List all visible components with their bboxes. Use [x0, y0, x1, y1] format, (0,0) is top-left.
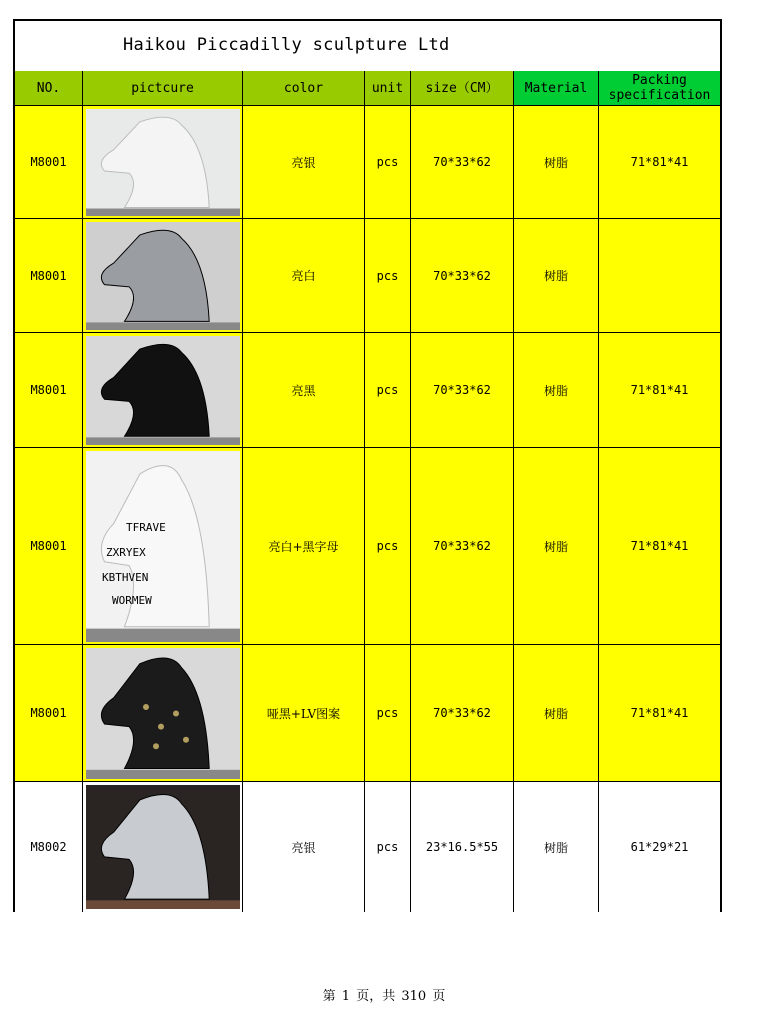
- page-label-b: 页，共: [356, 989, 396, 1004]
- row-5-picture-cell: [83, 645, 243, 782]
- row-2-packing: [599, 219, 720, 333]
- page-footer: [0, 985, 768, 1004]
- row-5-color: 哑黑+LV图案: [243, 645, 365, 782]
- row-6-packing: 61*29*21: [599, 782, 720, 912]
- svg-text:WORMEW: WORMEW: [111, 593, 152, 607]
- page-total: 310: [401, 989, 427, 1004]
- header-color: color: [243, 71, 365, 106]
- header-material: Material: [514, 71, 599, 106]
- row-4-size: 70*33*62: [411, 448, 514, 645]
- lv-pattern-horse-head-image: [86, 648, 240, 779]
- row-5-no: M8001: [15, 645, 83, 782]
- row-1-unit: pcs: [365, 106, 411, 219]
- row-2-material: 树脂: [514, 219, 599, 333]
- row-6-color: 亮银: [243, 782, 365, 912]
- row-4-picture-cell: [83, 448, 243, 645]
- header-no: NO.: [15, 71, 83, 106]
- page-label-c: 页: [432, 989, 446, 1004]
- page-current: 1: [341, 989, 351, 1004]
- row-2-size: 70*33*62: [411, 219, 514, 333]
- row-1-no: M8001: [15, 106, 83, 219]
- row-1-packing: 71*81*41: [599, 106, 720, 219]
- row-3-material: 树脂: [514, 333, 599, 448]
- row-1-picture-cell: [83, 106, 243, 219]
- row-2-color: 亮白: [243, 219, 365, 333]
- black-glossy-horse-head-image: [86, 336, 240, 445]
- row-6-material: 树脂: [514, 782, 599, 912]
- row-2-picture-cell: [83, 219, 243, 333]
- row-3-color: 亮黑: [243, 333, 365, 448]
- row-6-no: M8002: [15, 782, 83, 912]
- row-5-size: 70*33*62: [411, 645, 514, 782]
- silver-horse-head-image: [86, 222, 240, 330]
- row-1-size: 70*33*62: [411, 106, 514, 219]
- row-4-material: 树脂: [514, 448, 599, 645]
- svg-text:ZXRYEX: ZXRYEX: [105, 545, 146, 559]
- row-4-no: M8001: [15, 448, 83, 645]
- row-1-material: 树脂: [514, 106, 599, 219]
- row-6-size: 23*16.5*55: [411, 782, 514, 912]
- row-4-unit: pcs: [365, 448, 411, 645]
- product-sheet: [13, 19, 722, 912]
- row-6-unit: pcs: [365, 782, 411, 912]
- white-glossy-horse-head-image: [86, 109, 240, 216]
- row-6-picture-cell: [83, 782, 243, 912]
- header-size: size（CM）: [411, 71, 514, 106]
- row-3-unit: pcs: [365, 333, 411, 448]
- row-5-unit: pcs: [365, 645, 411, 782]
- row-3-no: M8001: [15, 333, 83, 448]
- page-label-a: 第: [322, 989, 336, 1004]
- row-2-unit: pcs: [365, 219, 411, 333]
- row-4-packing: 71*81*41: [599, 448, 720, 645]
- row-2-no: M8001: [15, 219, 83, 333]
- row-3-picture-cell: [83, 333, 243, 448]
- header-unit: unit: [365, 71, 411, 106]
- title-row: [15, 21, 720, 72]
- company-title: Haikou Piccadilly sculpture Ltd: [123, 35, 450, 55]
- svg-text:KBTHVEN: KBTHVEN: [101, 570, 148, 584]
- row-3-packing: 71*81*41: [599, 333, 720, 448]
- row-4-color: 亮白+黑字母: [243, 448, 365, 645]
- row-5-packing: 71*81*41: [599, 645, 720, 782]
- svg-text:TFRAVE: TFRAVE: [125, 520, 166, 534]
- header-packing: Packing specification: [599, 71, 720, 106]
- row-1-color: 亮银: [243, 106, 365, 219]
- row-5-material: 树脂: [514, 645, 599, 782]
- row-3-size: 70*33*62: [411, 333, 514, 448]
- chrome-abstract-horse-sculpture-image: [86, 785, 240, 909]
- header-picture: pictcure: [83, 71, 243, 106]
- letter-pattern-horse-head-image: [86, 451, 240, 642]
